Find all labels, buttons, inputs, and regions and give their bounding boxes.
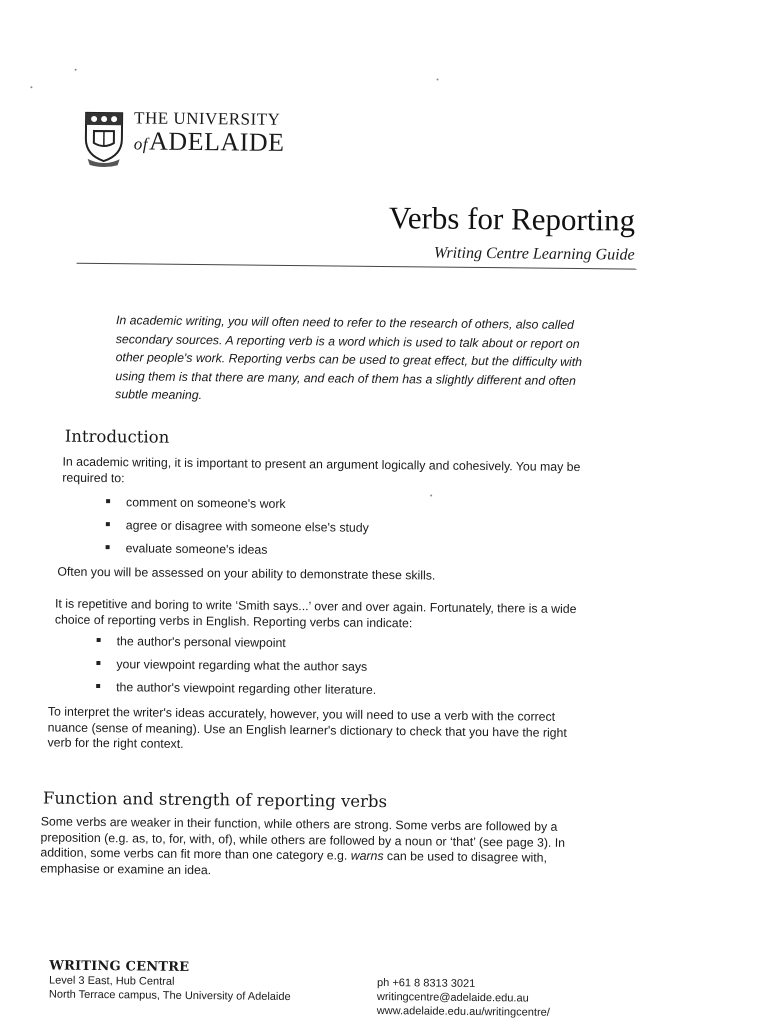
abstract-paragraph: In academic writing, you will often need to refer to the research of others, also called secondary sources. A reporting verb is a word which is used to talk about or report on other people's work. Reporting verbs can be used to great effect, but the difficulty with using them is that there are many, and each of them has a slightly different and often subtle meaning.: [115, 311, 598, 409]
list-item-text: your viewpoint regarding what the author says: [116, 657, 367, 674]
bullet-icon: [97, 638, 101, 642]
header-divider: [77, 263, 637, 270]
function-paragraph: [40, 814, 589, 882]
section-heading-function: Function and strength of reporting verbs: [43, 788, 387, 811]
list-item-text: comment on someone's work: [126, 495, 286, 511]
logo-of-text: of: [134, 134, 148, 153]
function-text-emphasis: warns: [351, 849, 384, 863]
list-item-text: evaluate someone's ideas: [126, 541, 268, 556]
footer-org-name: WRITING CENTRE: [49, 959, 291, 977]
bullet-icon: [96, 684, 100, 688]
page-subtitle: Writing Centre Learning Guide: [434, 245, 635, 265]
intro-paragraph-1: In academic writing, it is important to present an argument logically and cohesively. You may be required to:: [62, 455, 604, 492]
intro-paragraph-3: It is repetitive and boring to write ‘Smith says...’ over and over again. Fortunately, there is a wide choice of reporting verbs in English. Reporting verbs can indicate:: [55, 597, 603, 634]
bullet-icon: [106, 522, 110, 526]
bullet-icon: [96, 661, 100, 665]
footer-address-2: North Terrace campus, The University of Adelaide: [49, 988, 291, 1005]
section-heading-introduction: Introduction: [65, 427, 170, 447]
logo-university-text: THE UNIVERSITY: [134, 109, 285, 128]
scan-speck: [75, 69, 77, 71]
bullet-list-skills: [103, 495, 369, 567]
list-item: [103, 541, 368, 567]
bullet-icon: [106, 545, 110, 549]
function-text-end: can be used to disagree with, emphasise or examine an idea.: [40, 849, 547, 877]
list-item-text: the author's viewpoint regarding other literature.: [116, 680, 376, 697]
list-item: [104, 518, 369, 544]
page-title: Verbs for Reporting: [389, 200, 636, 239]
scan-speck: [437, 79, 439, 81]
intro-paragraph-4: To interpret the writer's ideas accurately, however, you will need to use a verb with the correct nuance (sense of meaning). Use an English learner's dictionary to check that you have the right verb for the right context.: [47, 704, 587, 756]
intro-paragraph-2: Often you will be assessed on your ability to demonstrate these skills.: [57, 565, 597, 586]
list-item-text: the author's personal viewpoint: [117, 634, 286, 650]
footer-contact-left: [49, 959, 291, 1005]
scan-speck: [430, 494, 432, 496]
footer-website: www.adelaide.edu.au/writingcentre/: [377, 1004, 550, 1020]
footer-email: writingcentre@adelaide.edu.au: [377, 990, 550, 1006]
university-crest-icon: [82, 109, 127, 167]
university-logo: [82, 109, 285, 169]
bullet-icon: [106, 499, 110, 503]
logo-adelaide-word: ADELAIDE: [149, 127, 285, 157]
list-item-text: agree or disagree with someone else's study: [126, 518, 369, 535]
list-item: [94, 634, 376, 660]
footer-address-1: Level 3 East, Hub Central: [49, 974, 291, 991]
footer-contact-right: [377, 976, 550, 1020]
list-item: [94, 657, 376, 683]
list-item: [94, 680, 376, 706]
scan-speck: [30, 86, 32, 88]
footer-phone: ph +61 8 8313 3021: [377, 976, 550, 992]
function-text-start: Some verbs are weaker in their function, while others are strong. Some verbs are followed by a preposition (e.g. as, to, for, with, of), while others are followed by a noun or ‘that’ (see page 3). In addition, some verbs can fit more than one category e.g.: [40, 814, 565, 862]
list-item: [104, 495, 369, 521]
logo-adelaide-text: [134, 128, 285, 156]
bullet-list-indicate: [94, 634, 377, 706]
